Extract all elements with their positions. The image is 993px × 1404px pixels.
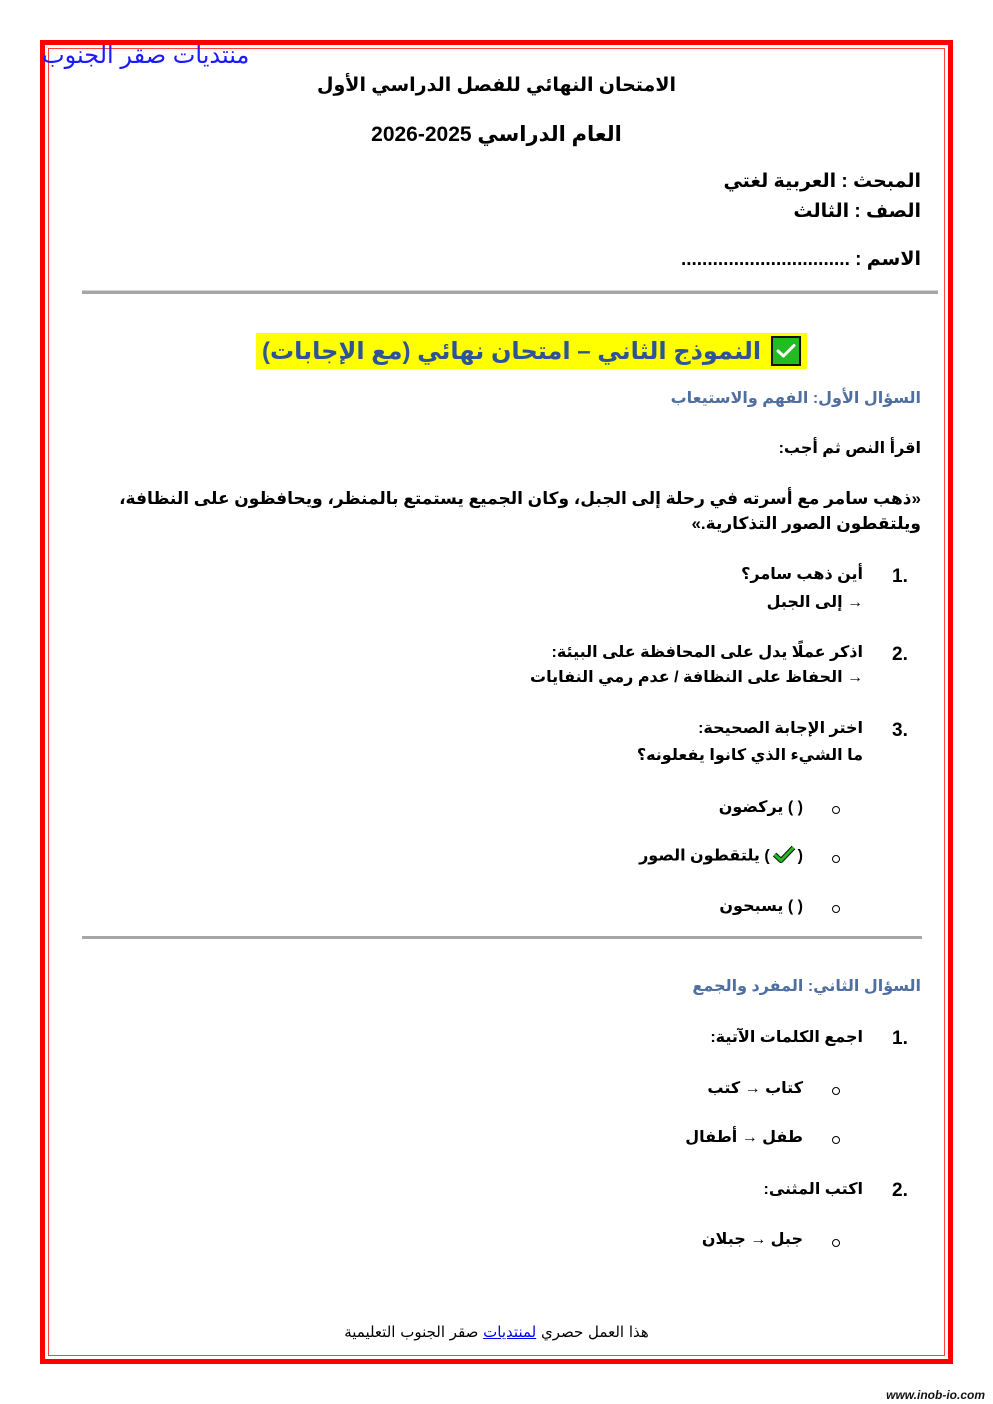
student-name-field: الاسم : ................................ bbox=[680, 249, 921, 270]
page-border-inner bbox=[48, 48, 945, 1356]
section1-instruction: اقرأ النص ثم أجب: bbox=[778, 440, 921, 457]
model-banner bbox=[256, 333, 807, 369]
bullet-icon bbox=[832, 855, 840, 863]
banner-text: النموذج الثاني – امتحان نهائي (مع الإجابات) bbox=[262, 337, 762, 365]
footer-prefix: هذا العمل حصري bbox=[536, 1323, 649, 1341]
question-number: 1. bbox=[892, 1028, 908, 1049]
forum-brand: منتديات صقر الجنوب bbox=[42, 42, 250, 69]
option-item-correct[interactable] bbox=[639, 845, 803, 868]
forum-link[interactable]: لمنتديات bbox=[483, 1323, 537, 1341]
question-number: 1. bbox=[892, 566, 908, 587]
footer-suffix: صقر الجنوب التعليمية bbox=[344, 1323, 484, 1341]
dual-item: جبل → جبلان bbox=[701, 1231, 803, 1248]
question-text: اكتب المثنى: bbox=[763, 1181, 863, 1198]
question-subtext: ما الشيء الذي كانوا يفعلونه؟ bbox=[636, 747, 863, 764]
question-answer: → إلى الجبل bbox=[766, 594, 863, 611]
question-text: اختر الإجابة الصحيحة: bbox=[698, 720, 863, 737]
question-text: اذكر عملًا يدل على المحافظة على البيئة: bbox=[551, 644, 863, 661]
check-box-icon bbox=[771, 336, 801, 366]
option-text: يلتقطون الصور bbox=[639, 847, 760, 865]
website-watermark: www.inob-io.com bbox=[886, 1388, 985, 1402]
plural-item: طفل → أطفال bbox=[685, 1129, 803, 1146]
paren-open: ( bbox=[797, 847, 803, 865]
bullet-icon bbox=[832, 806, 840, 814]
divider bbox=[82, 290, 938, 294]
divider bbox=[82, 936, 922, 939]
option-item[interactable] bbox=[719, 896, 803, 916]
reading-passage: «ذهب سامر مع أسرته في رحلة إلى الجبل، وكان الجميع يستمتع بالمنظر، ويحافظون على النظافة، ويلتقطون الصور التذكارية.» bbox=[119, 489, 921, 533]
question-number: 3. bbox=[892, 720, 908, 741]
bullet-icon bbox=[832, 1239, 840, 1247]
checkmark-icon bbox=[772, 845, 796, 868]
grade-label: الصف : الثالث bbox=[793, 201, 921, 222]
question-answer: → الحفاظ على النظافة / عدم رمي النفايات bbox=[529, 669, 863, 686]
option-text: يسبحون bbox=[719, 898, 784, 915]
question-text: أين ذهب سامر؟ bbox=[741, 566, 863, 583]
footer-note bbox=[48, 1323, 945, 1341]
option-mark: ( ) bbox=[787, 898, 803, 915]
bullet-icon bbox=[832, 1087, 840, 1095]
bullet-icon bbox=[832, 905, 840, 913]
question-number: 2. bbox=[892, 644, 908, 665]
subject-label: المبحث : العربية لغتي bbox=[723, 171, 921, 192]
option-mark: ( ) bbox=[787, 799, 803, 816]
paren-close: ) bbox=[764, 847, 770, 865]
question-text: اجمع الكلمات الآتية: bbox=[710, 1029, 863, 1046]
option-text: يركضون bbox=[718, 799, 784, 816]
section2-heading: السؤال الثاني: المفرد والجمع bbox=[692, 978, 921, 995]
question-number: 2. bbox=[892, 1180, 908, 1201]
exam-title: الامتحان النهائي للفصل الدراسي الأول bbox=[317, 75, 676, 96]
bullet-icon bbox=[832, 1136, 840, 1144]
option-item[interactable] bbox=[719, 797, 803, 817]
academic-year: العام الدراسي 2025-2026 bbox=[371, 123, 622, 146]
section1-heading: السؤال الأول: الفهم والاستيعاب bbox=[670, 390, 921, 407]
plural-item: كتاب → كتب bbox=[707, 1080, 803, 1097]
